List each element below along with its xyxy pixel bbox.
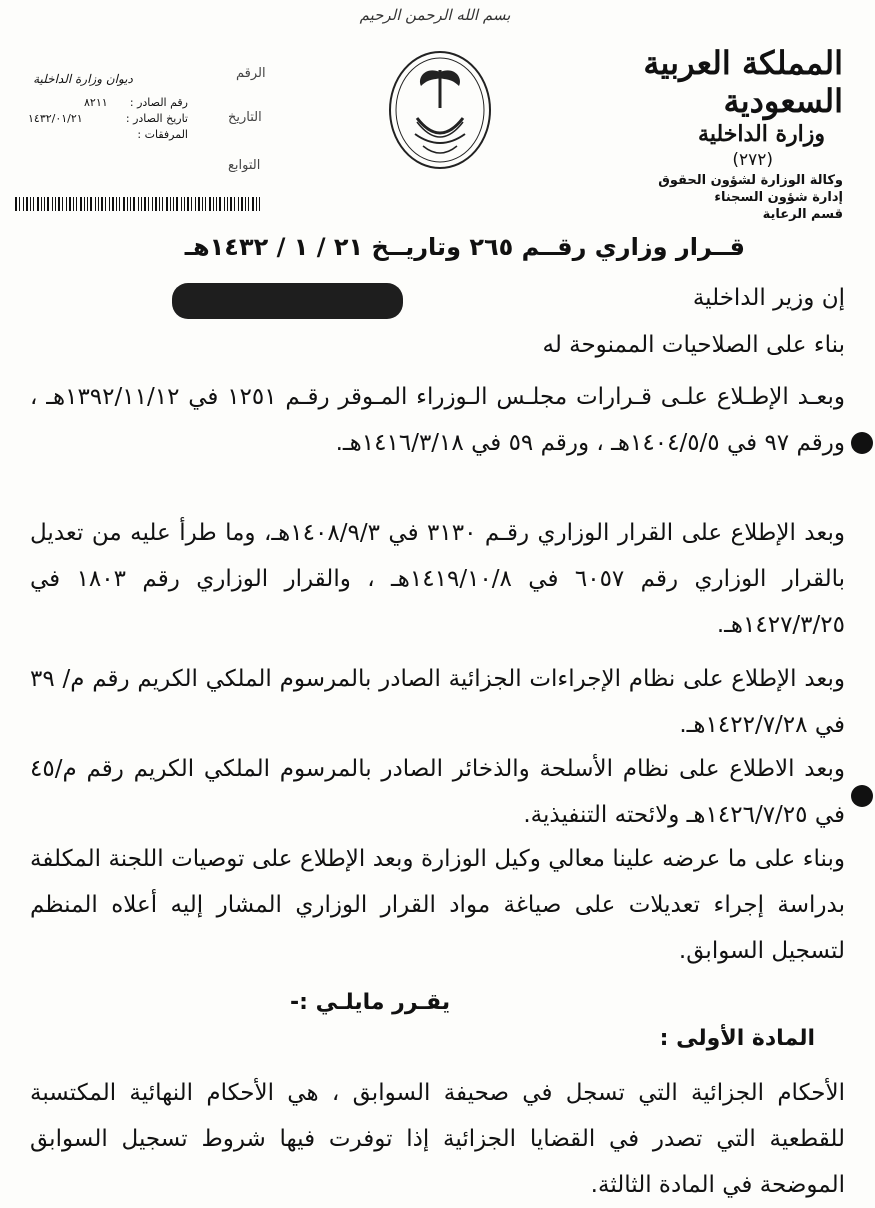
barcode-bar <box>181 197 182 211</box>
barcode-bar <box>191 197 192 211</box>
barcode-bar <box>195 197 196 211</box>
barcode-bar <box>55 197 56 211</box>
barcode-bar <box>30 197 31 211</box>
paragraph-recommendations: وبناء على ما عرضه علينا معالي وكيل الوزارة وبعد الإطلاع على توصيات اللجنة المكلفة بدراسة إجراء تعديلات على صياغة مواد القرار الوزاري المشار إليه أعلاه المنظم لتسجيل السوابق. <box>30 846 845 964</box>
label-number: الرقم <box>236 66 266 81</box>
barcode-bar <box>105 197 106 211</box>
label-attachments: التوابع <box>228 158 261 173</box>
barcode-bar <box>87 197 88 211</box>
barcode-bar <box>90 197 92 211</box>
barcode-bar <box>41 197 42 211</box>
barcode-bar <box>73 197 74 211</box>
barcode-bar <box>33 197 34 211</box>
barcode-bar <box>101 197 103 211</box>
barcode-bar <box>112 197 114 211</box>
barcode-bar <box>23 197 24 211</box>
barcode-bar <box>187 197 189 211</box>
barcode-bar <box>155 197 157 211</box>
barcode-bar <box>238 197 239 211</box>
meta-label: رقم الصادر : <box>129 96 188 109</box>
redaction-bar <box>172 283 403 319</box>
barcode-bar <box>202 197 203 211</box>
barcode-bar <box>26 197 28 211</box>
barcode-bar <box>259 197 260 211</box>
barcode-bar <box>84 197 85 211</box>
barcode-bar <box>95 197 96 211</box>
barcode-bar <box>252 197 254 211</box>
paragraph-authority: بناء على الصلاحيات الممنوحة له <box>542 332 845 358</box>
barcode-bar <box>47 197 49 211</box>
barcode-bar <box>119 197 120 211</box>
barcode-bar <box>66 197 67 211</box>
addressee: إن وزير الداخلية <box>692 285 845 311</box>
barcode-bar <box>209 197 211 211</box>
punch-hole <box>851 785 873 807</box>
barcode-bar <box>138 197 139 211</box>
barcode-bar <box>234 197 235 211</box>
meta-outgoing-number <box>130 96 188 109</box>
barcode-bar <box>170 197 171 211</box>
barcode-bar <box>162 197 163 211</box>
barcode-bar <box>52 197 53 211</box>
barcode-bar <box>248 197 249 211</box>
barcode-bar <box>19 197 20 211</box>
paragraph-ministerial-decision: وبعد الإطلاع على القرار الوزاري رقـم ٣١٣٠ في ١٤٠٨/٩/٣هـ، وما طرأ عليه من تعديل بالقرار الوزاري رقم ٦٠٥٧ في ١٤١٩/١٠/٨هـ ، والقرار الوزاري رقم ١٨٠٣ في ١٤٢٧/٣/٢٥هـ. <box>30 520 846 638</box>
barcode-bar <box>241 197 243 211</box>
kingdom-name: المملكة العربية السعودية <box>643 44 843 120</box>
paragraph-cabinet-decisions: وبعـد الإطـلاع علـى قـرارات مجلـس الـوزراء المـوقر رقـم ١٢٥١ في ١٣٩٢/١١/١٢هـ ، ورقم ٩٧ في ١٤٠٤/٥/٥هـ ، ورقم ٥٩ في ١٤١٦/٣/١٨هـ. <box>30 384 845 456</box>
barcode-bar <box>58 197 60 211</box>
barcode-bar <box>123 197 125 211</box>
ministry-code: (٢٧٢) <box>732 150 773 170</box>
barcode-bar <box>173 197 174 211</box>
saudi-emblem-icon <box>385 48 495 178</box>
barcode-bar <box>109 197 110 211</box>
barcode-bar <box>127 197 128 211</box>
barcode-bar <box>227 197 228 211</box>
barcode-bar <box>216 197 217 211</box>
paragraph-weapons-law: وبعد الاطلاع على نظام الأسلحة والذخائر الصادر بالمرسوم الملكي الكريم رقم م/٤٥ في ١٤٢٦/٧/٢٥هـ ولائحته التنفيذية. <box>30 756 845 828</box>
article-text: الأحكام الجزائية التي تسجل في صحيفة السوابق ، هي الأحكام النهائية المكتسبة للقطعية التي تصدر في القضايا الجزائية إذا توفرت فيها شروط تسجيل السوابق الموضحة في المادة الثالثة. <box>30 1080 845 1198</box>
barcode-bar <box>98 197 99 211</box>
barcode-bar <box>130 197 131 211</box>
basmala: بسم الله الرحمن الرحيم <box>359 6 511 24</box>
barcode-bar <box>144 197 146 211</box>
meta-label: المرفقات : <box>137 128 188 141</box>
barcode-bar <box>219 197 221 211</box>
ministry-stamp: ديوان وزارة الداخلية <box>33 72 133 86</box>
barcode-bar <box>37 197 39 211</box>
label-date: التاريخ <box>228 110 262 125</box>
barcode-bar <box>176 197 178 211</box>
decision-title: قــرار وزاري رقــم ٢٦٥ وتاريــخ ٢١ / ١ / ١٤٣٢هـ <box>184 233 745 261</box>
barcode-bar <box>205 197 206 211</box>
barcode-bar <box>148 197 149 211</box>
article-title: المادة الأولى : <box>659 1026 815 1051</box>
paragraph-criminal-procedure: وبعد الإطلاع على نظام الإجراءات الجزائية الصادر بالمرسوم الملكي الكريم رقم م/ ٣٩ في ١٤٢٢/٧/٢٨هـ. <box>30 666 845 738</box>
letterhead-right <box>613 44 843 223</box>
barcode-bar <box>44 197 45 211</box>
barcode-bar <box>256 197 257 211</box>
barcode-bar <box>245 197 246 211</box>
sub-department: قسم الرعاية <box>762 207 843 222</box>
barcode-bar <box>230 197 232 211</box>
barcode-bar <box>141 197 142 211</box>
barcode-bar <box>224 197 225 211</box>
ministry-name: وزارة الداخلية <box>698 121 825 147</box>
meta-attachments <box>137 128 188 141</box>
barcode-bar <box>80 197 82 211</box>
barcode-bar <box>184 197 185 211</box>
barcode-bar <box>152 197 153 211</box>
barcode-bar <box>62 197 63 211</box>
barcode-bar <box>159 197 160 211</box>
barcode-bar <box>166 197 168 211</box>
decides-heading: يقـرر مايلـي :- <box>290 990 451 1015</box>
barcode-bar <box>15 197 17 211</box>
barcode-bar <box>116 197 117 211</box>
sub-department: إدارة شؤون السجناء <box>714 190 843 205</box>
sub-department: وكالة الوزارة لشؤون الحقوق <box>658 173 843 188</box>
punch-hole <box>851 432 873 454</box>
barcode-bar <box>76 197 77 211</box>
barcode-bar <box>198 197 200 211</box>
meta-label: تاريخ الصادر : <box>125 112 188 125</box>
meta-outgoing-date <box>126 112 188 125</box>
barcode-bar <box>133 197 135 211</box>
barcode-bar <box>69 197 71 211</box>
meta-value: ١٤٣٢/٠١/٢١ <box>28 112 83 125</box>
meta-value: ٨٢١١ <box>84 96 108 109</box>
letterhead-left <box>28 60 298 210</box>
barcode <box>15 197 262 211</box>
barcode-bar <box>213 197 214 211</box>
